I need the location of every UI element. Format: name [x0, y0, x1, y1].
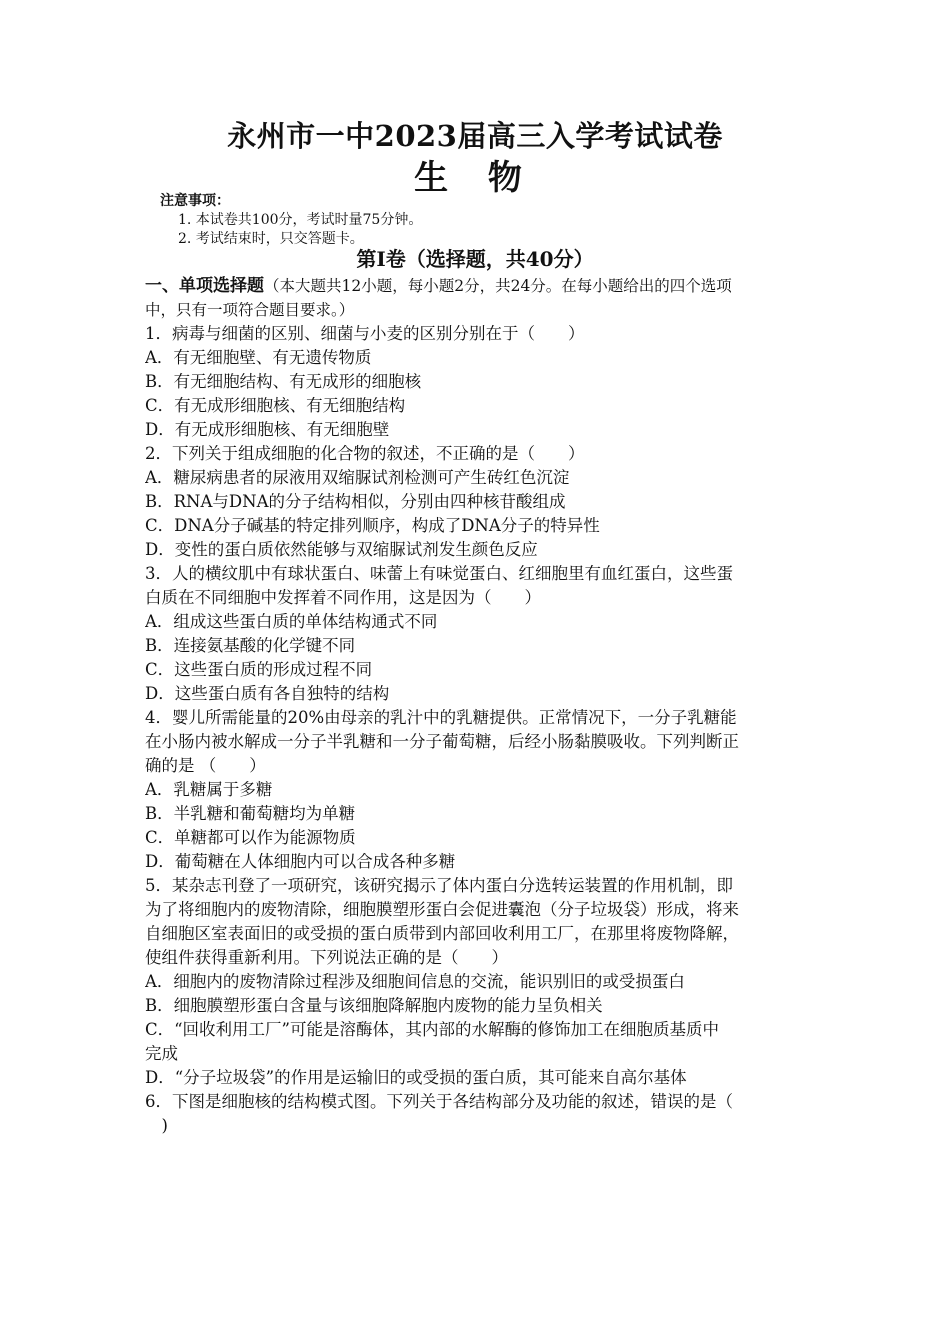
question-stem: 使组件获得重新利用。下列说法正确的是（ ）	[145, 948, 508, 967]
answer-option: C．单糖都可以作为能源物质	[145, 828, 356, 847]
question-stem: 1．病毒与细菌的区别、细菌与小麦的区别分别在于（ ）	[145, 324, 585, 343]
question-content	[145, 274, 810, 1138]
question-stem: 4．婴儿所需能量的20%由母亲的乳汁中的乳糖提供。正常情况下，一分子乳糖能	[145, 708, 737, 727]
question-stem: )	[145, 1116, 168, 1135]
answer-option: B．细胞膜塑形蛋白含量与该细胞降解胞内废物的能力呈负相关	[145, 996, 603, 1015]
notice-item: 1. 本试卷共100分，考试时量75分钟。	[178, 212, 423, 228]
answer-option: D．“分子垃圾袋”的作用是运输旧的或受损的蛋白质，其可能来自高尔基体	[145, 1068, 687, 1087]
question-stem: 2．下列关于组成细胞的化合物的叙述，不正确的是（ ）	[145, 444, 585, 463]
answer-option: D．葡萄糖在人体细胞内可以合成各种多糖	[145, 852, 456, 871]
answer-option: A．乳糖属于多糖	[145, 780, 273, 799]
question-stem: 自细胞区室表面旧的或受损的蛋白质带到内部回收利用工厂，在那里将废物降解，	[145, 924, 739, 943]
answer-option: A．糖尿病患者的尿液用双缩脲试剂检测可产生砖红色沉淀	[145, 468, 570, 487]
answer-option: A．组成这些蛋白质的单体结构通式不同	[145, 612, 438, 631]
question-stem: 3．人的横纹肌中有球状蛋白、味蕾上有味觉蛋白、红细胞里有血红蛋白，这些蛋	[145, 564, 733, 583]
answer-option: A．细胞内的废物清除过程涉及细胞间信息的交流，能识别旧的或受损蛋白	[145, 972, 685, 991]
answer-option: C．有无成形细胞核、有无细胞结构	[145, 396, 406, 415]
exam-title: 永州市一中2023届高三入学考试试卷	[227, 119, 723, 153]
question-stem: 在小肠内被水解成一分子半乳糖和一分子葡萄糖，后经小肠黏膜吸收。下列判断正	[145, 732, 739, 751]
answer-option: D．有无成形细胞核、有无细胞壁	[145, 420, 390, 439]
part-heading: 第Ⅰ卷（选择题，共40分）	[356, 247, 594, 271]
notice-heading: 注意事项：	[160, 193, 230, 209]
answer-option: C．这些蛋白质的形成过程不同	[145, 660, 373, 679]
question-stem: 6．下图是细胞核的结构模式图。下列关于各结构部分及功能的叙述，错误的是（	[145, 1092, 733, 1111]
answer-option: D．变性的蛋白质依然能够与双缩脲试剂发生颜色反应	[145, 540, 538, 559]
section-title: 一、单项选择题	[145, 276, 264, 296]
question-stem: 确的是 （ ）	[145, 756, 266, 775]
answer-option: B．半乳糖和葡萄糖均为单糖	[145, 804, 356, 823]
section-note: 中，只有一项符合题目要求。）	[145, 301, 355, 319]
question-stem: 为了将细胞内的废物清除，细胞膜塑形蛋白会促进囊泡（分子垃圾袋）形成，将来	[145, 900, 739, 919]
answer-option: D．这些蛋白质有各自独特的结构	[145, 684, 390, 703]
subject-title: 生 物	[414, 158, 536, 198]
answer-option: 完成	[145, 1044, 178, 1063]
question-stem: 5．某杂志刊登了一项研究，该研究揭示了体内蛋白分选转运装置的作用机制，即	[145, 876, 733, 895]
section-note: （本大题共12小题，每小题2分，共24分。在每小题给出的四个选项	[264, 277, 732, 295]
answer-option: C．DNA分子碱基的特定排列顺序，构成了DNA分子的特异性	[145, 516, 600, 535]
answer-option: B．有无细胞结构、有无成形的细胞核	[145, 372, 422, 391]
answer-option: B．连接氨基酸的化学键不同	[145, 636, 356, 655]
section-intro	[145, 274, 810, 298]
answer-option: A．有无细胞壁、有无遗传物质	[145, 348, 372, 367]
notice-item: 2. 考试结束时，只交答题卡。	[178, 231, 364, 247]
answer-option: C．“回收利用工厂”可能是溶酶体，其内部的水解酶的修饰加工在细胞质基质中	[145, 1020, 719, 1039]
question-stem: 白质在不同细胞中发挥着不同作用，这是因为（ ）	[145, 588, 541, 607]
answer-option: B．RNA与DNA的分子结构相似，分别由四种核苷酸组成	[145, 492, 566, 511]
